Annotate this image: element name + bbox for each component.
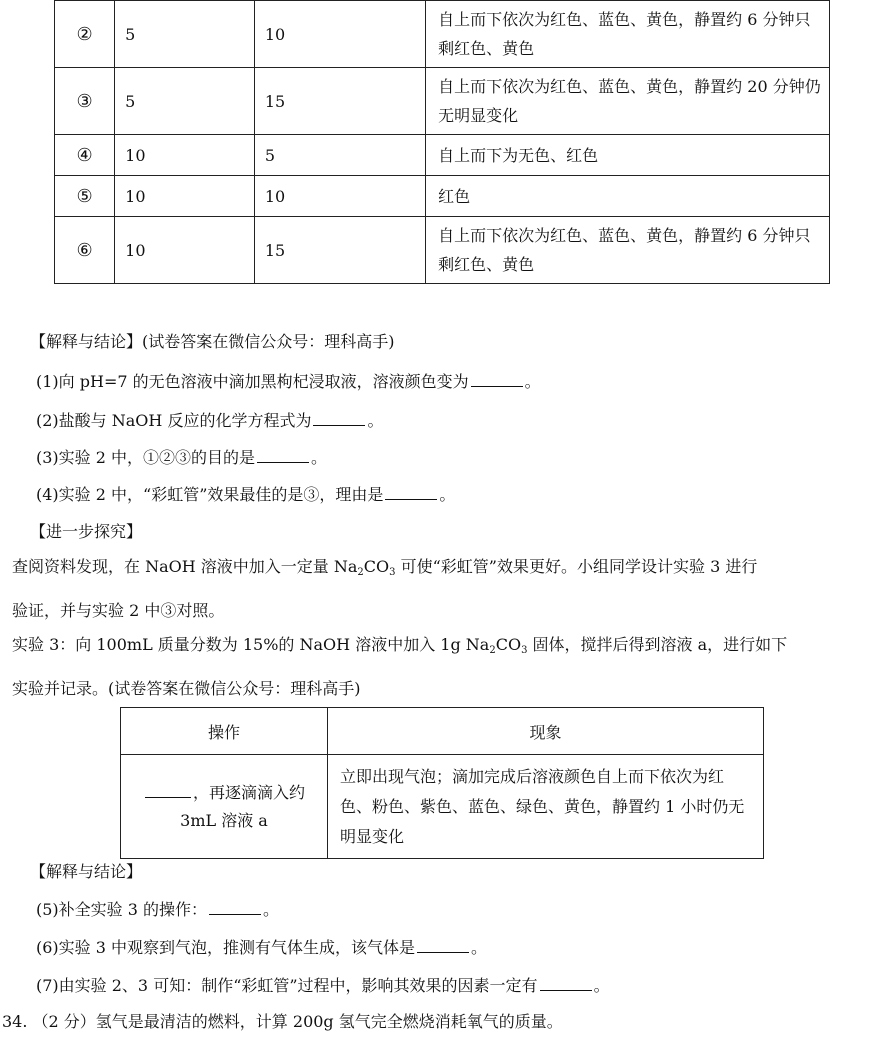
paragraph-line: 实验并记录。(试卷答案在微信公众号：理科高手)	[12, 679, 361, 698]
question-1	[36, 372, 541, 392]
paragraph-experiment-3	[12, 626, 887, 708]
cell-value-a: 10	[115, 217, 255, 284]
table-header-row	[121, 708, 764, 755]
section-heading: 【进一步探究】	[30, 522, 143, 541]
question-4	[36, 485, 455, 505]
text-run: CO	[363, 557, 390, 576]
answer-blank[interactable]	[209, 900, 261, 915]
text-run: 可使“彩虹管”效果更好。小组同学设计实验 3 进行	[395, 557, 758, 576]
cell-value-a: 5	[115, 68, 255, 135]
table-row	[55, 1, 830, 68]
row-id: ③	[55, 68, 115, 135]
question-6	[36, 938, 487, 958]
end-mark: 。	[471, 938, 488, 957]
question-2	[36, 411, 383, 431]
answer-blank[interactable]	[145, 783, 191, 798]
cell-value-b: 15	[254, 217, 425, 284]
row-id: ④	[55, 135, 115, 176]
cell-observation: 自上而下为无色、红色	[426, 135, 830, 176]
cell-observation: 自上而下依次为红色、蓝色、黄色，静置约 20 分钟仍无明显变化	[426, 68, 830, 135]
operation-line	[129, 779, 319, 807]
cell-value-b: 5	[254, 135, 425, 176]
end-mark: 。	[524, 372, 541, 391]
text-run: 查阅资料发现，在 NaOH 溶液中加入一定量 Na	[12, 557, 358, 576]
cell-value-b: 10	[254, 1, 425, 68]
question-7	[36, 976, 610, 996]
end-mark: 。	[263, 900, 280, 919]
question-text: (5)补全实验 3 的操作：	[36, 900, 208, 919]
answer-blank[interactable]	[471, 372, 523, 387]
experiment-2-table	[54, 0, 830, 284]
experiment-3-table	[120, 707, 764, 859]
question-text: (2)盐酸与 NaOH 反应的化学方程式为	[36, 411, 312, 430]
table-row	[121, 755, 764, 859]
question-text: (1)向 pH=7 的无色溶液中滴加黑枸杞浸取液，溶液颜色变为	[36, 372, 469, 391]
question-text: (3)实验 2 中，①②③的目的是	[36, 448, 256, 467]
paragraph-research	[12, 548, 887, 630]
table-row	[55, 176, 830, 217]
section-heading: 【解释与结论】(试卷答案在微信公众号：理科高手)	[30, 332, 395, 351]
answer-blank[interactable]	[257, 448, 309, 463]
cell-observation: 立即出现气泡；滴加完成后溶液颜色自上而下依次为红色、粉色、紫色、蓝色、绿色、黄色，静置约 1 小时仍无明显变化	[328, 755, 764, 859]
row-id: ⑥	[55, 217, 115, 284]
table-row	[55, 68, 830, 135]
answer-blank[interactable]	[385, 485, 437, 500]
end-mark: 。	[439, 485, 456, 504]
cell-observation: 自上而下依次为红色、蓝色、黄色，静置约 6 分钟只剩红色、黄色	[426, 1, 830, 68]
table-row	[55, 217, 830, 284]
answer-blank[interactable]	[417, 938, 469, 953]
cell-value-b: 10	[254, 176, 425, 217]
row-id: ②	[55, 1, 115, 68]
answer-blank[interactable]	[313, 411, 365, 426]
question-text: (6)实验 3 中观察到气泡，推测有气体生成，该气体是	[36, 938, 416, 957]
text-run: CO	[495, 635, 522, 654]
cell-observation: 自上而下依次为红色、蓝色、黄色，静置约 6 分钟只剩红色、黄色	[426, 217, 830, 284]
section-heading: 【解释与结论】	[30, 862, 143, 881]
paragraph-line	[12, 548, 887, 592]
cell-value-b: 15	[254, 68, 425, 135]
paragraph-line	[12, 626, 887, 670]
end-mark: 。	[367, 411, 384, 430]
text-run: ，再逐滴滴入约	[192, 782, 305, 802]
question-34: 34. （2 分）氢气是最清洁的燃料，计算 200g 氢气完全燃烧消耗氧气的质量。	[2, 1012, 563, 1031]
subscript: 2	[357, 567, 364, 578]
cell-operation	[121, 755, 328, 859]
cell-value-a: 10	[115, 135, 255, 176]
end-mark: 。	[593, 976, 610, 995]
cell-value-a: 5	[115, 1, 255, 68]
row-id: ⑤	[55, 176, 115, 217]
cell-value-a: 10	[115, 176, 255, 217]
subscript: 3	[521, 645, 528, 656]
header-operation: 操作	[121, 708, 328, 755]
subscript: 2	[489, 645, 496, 656]
question-3	[36, 448, 327, 468]
table-row	[55, 135, 830, 176]
answer-blank[interactable]	[540, 976, 592, 991]
header-observation: 现象	[328, 708, 764, 755]
text-run: 固体，搅拌后得到溶液 a，进行如下	[527, 635, 788, 654]
cell-observation: 红色	[426, 176, 830, 217]
subscript: 3	[389, 567, 396, 578]
question-text: (7)由实验 2、3 可知：制作“彩虹管”过程中，影响其效果的因素一定有	[36, 976, 538, 995]
end-mark: 。	[311, 448, 328, 467]
text-run: 实验 3：向 100mL 质量分数为 15%的 NaOH 溶液中加入 1g Na	[12, 635, 490, 654]
question-text: (4)实验 2 中，“彩虹管”效果最佳的是③，理由是	[36, 485, 384, 504]
operation-line: 3mL 溶液 a	[180, 810, 268, 830]
paragraph-line: 验证，并与实验 2 中③对照。	[12, 601, 225, 620]
question-5	[36, 900, 279, 920]
